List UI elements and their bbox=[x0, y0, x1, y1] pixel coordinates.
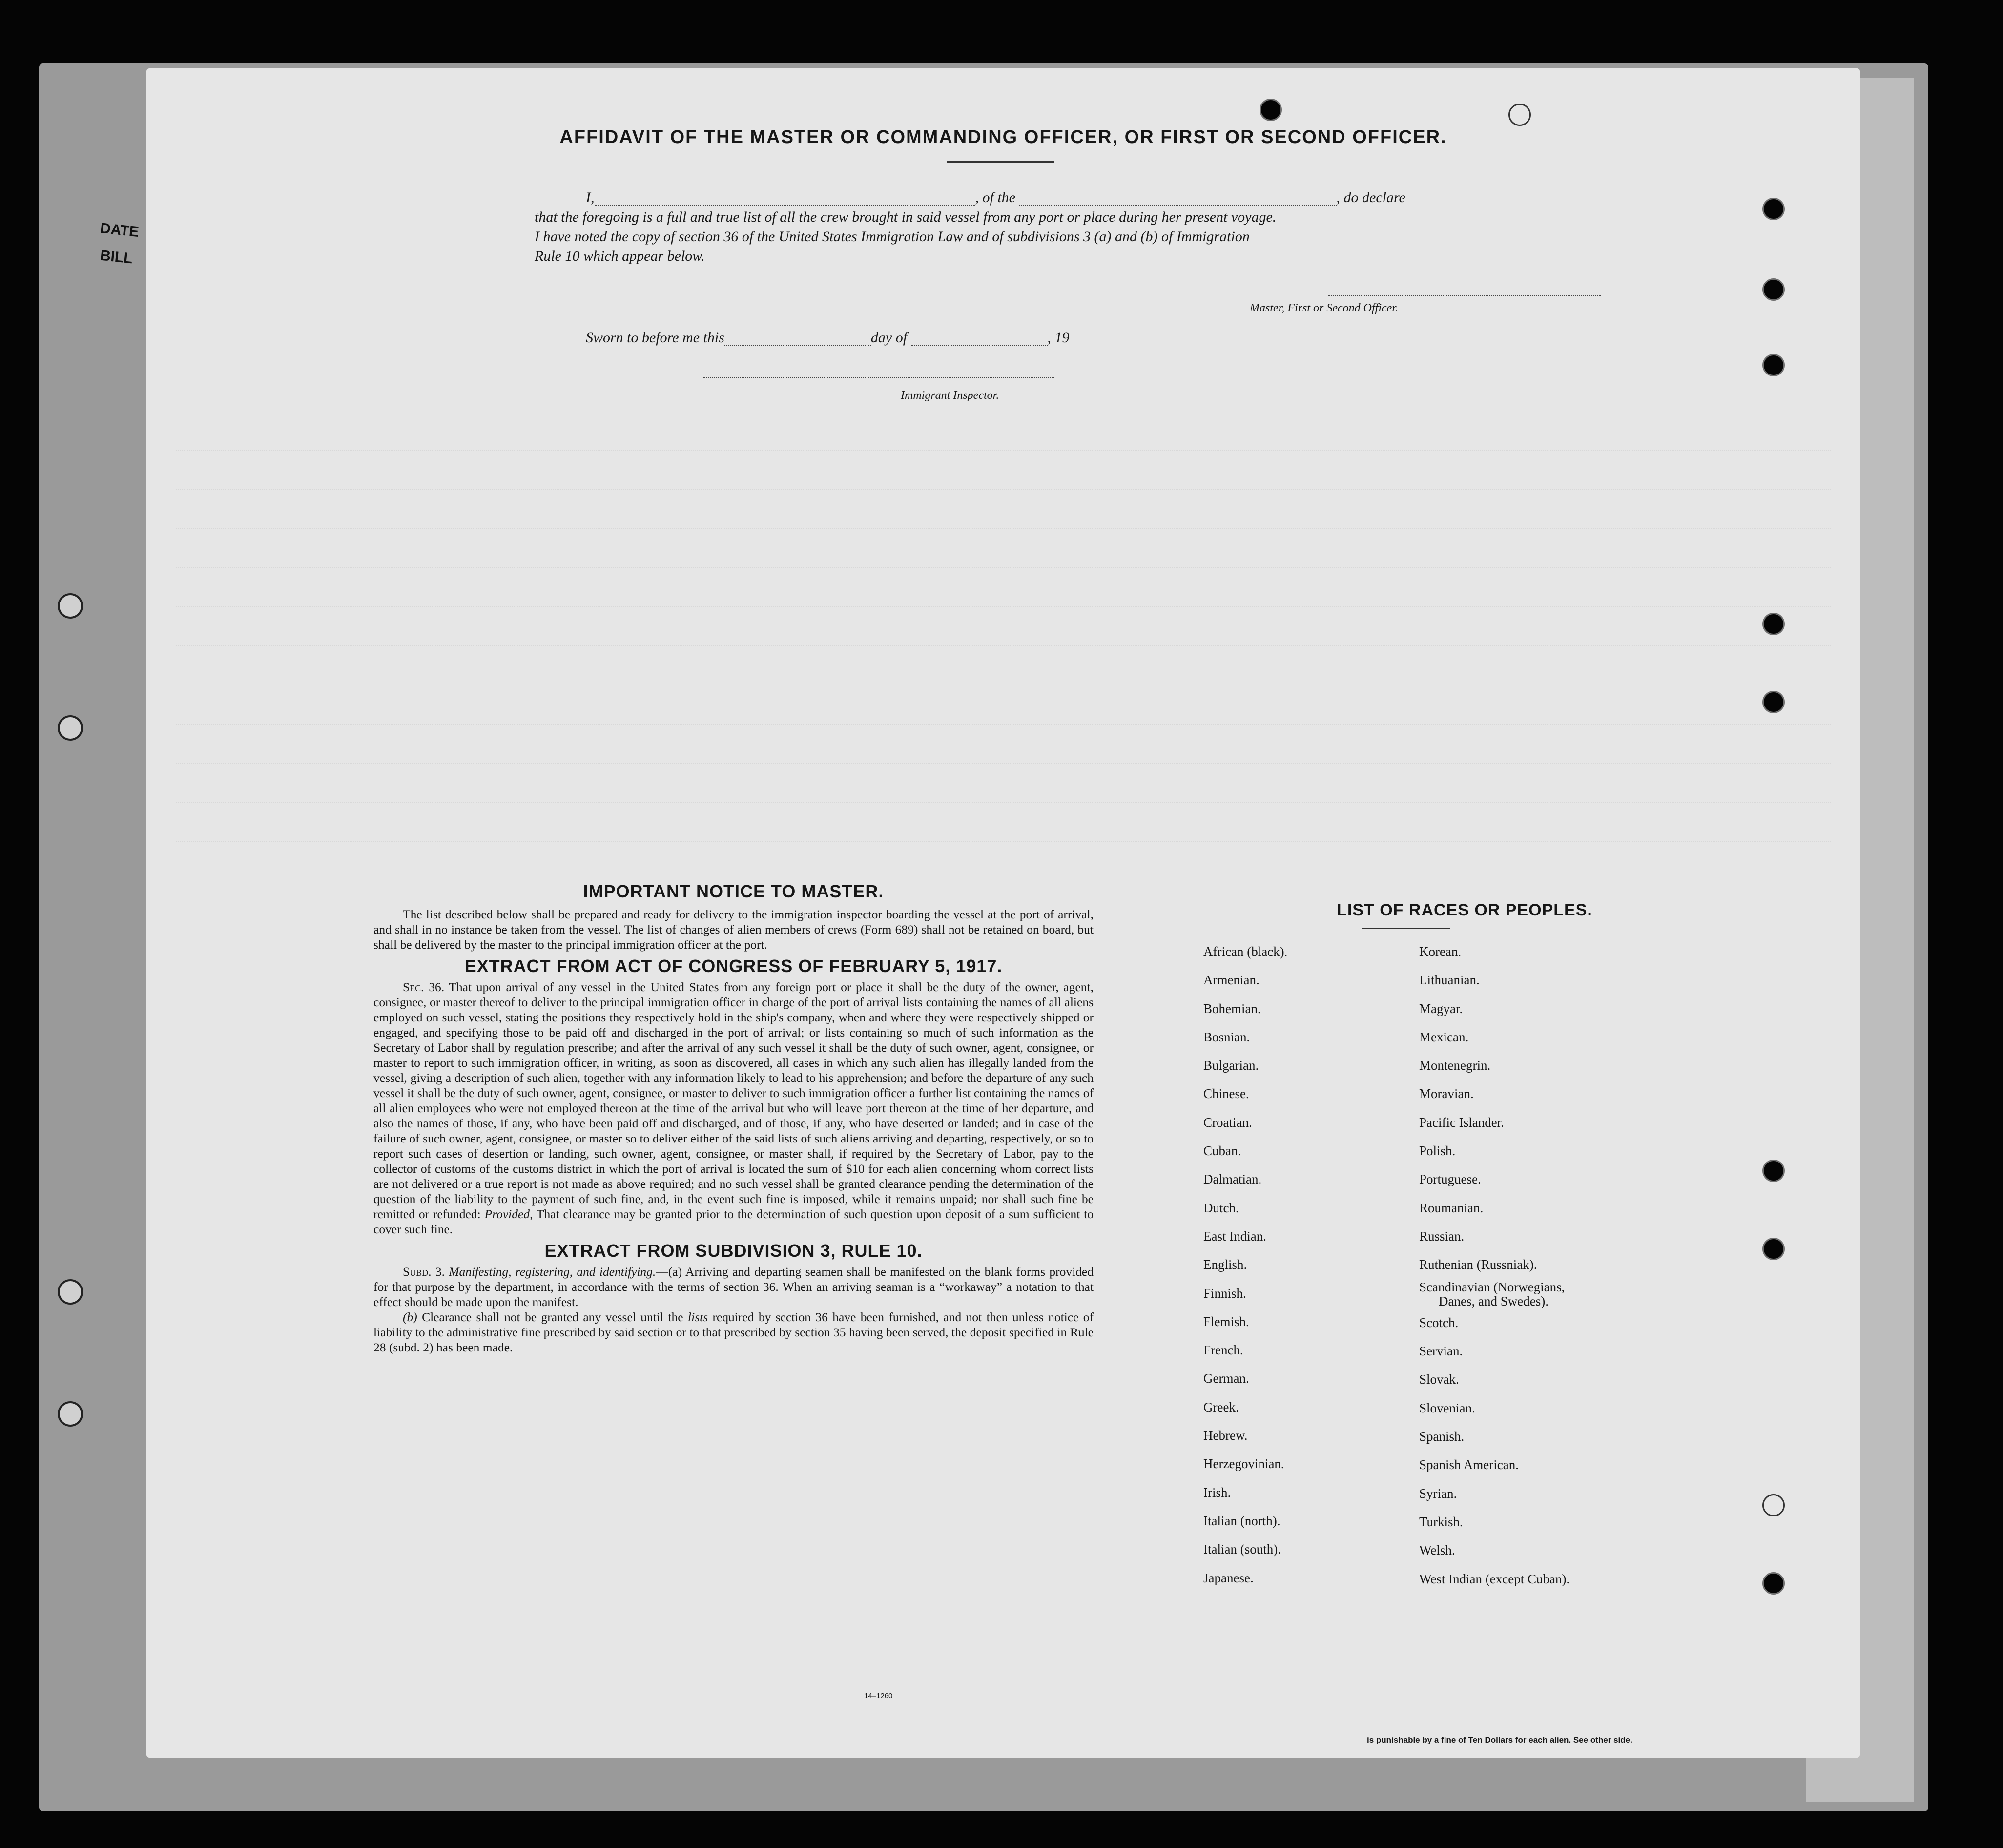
sec-text-a: That upon arrival of any vessel in the United States from any foreign port or place it shall be the duty of the owner, agent, consignee, or master thereof to deliver to the principal immigration officer in charge of the port of arrival lists containing the names of all aliens employed on such vessel, stating the positions they respectively hold in the ship's company, when and where they were respectively shipped or engaged, and specifying those to be paid off and discharged in the port of arrival; or lists containing so much of such information as the Secretary of Labor shall by regulation prescribe; and after the arrival of any such vessel it shall be the duty of such owner, agent, consignee, or master to report to such immigration officer, in writing, as soon as discovered, all cases in which any such alien has illegally landed from the vessel, giving a description of such alien, together with any information likely to lead to his apprehension; and before the departure of any such vessel it shall be the duty of such owner, agent, consignee, or master to deliver to such immigration officer a further list containing the names of all alien employees who were not employed thereon at the time of the arrival but who will leave port thereon at the time of her departure, and also the names of those, if any, who have been paid off and discharged, and of those, if any, who have deserted or landed; and in case of the failure of such owner, agent, consignee, or master so to deliver either of the said lists of such aliens arriving and departing, respectively, or so to report such cases of desertion or landing, such owner, agent, consignee, or master shall, if required by the Secretary of Labor, pay to the collector of customs of the customs district in which the port of arrival is located the sum of $10 for each alien concerning whom correct lists are not delivered or a true report is not made as above required; and no such vessel shall be granted clearance pending the determination of the question of the liability to the payment of such fine, and, in the event such fine is imposed, while it remains unpaid; nor shall such fine be remitted or refunded: bbox=[373, 980, 1094, 1221]
binder-hole bbox=[58, 1279, 83, 1305]
scand-line-1: Scandinavian (Norwegians, bbox=[1419, 1279, 1565, 1294]
name-blank[interactable] bbox=[595, 192, 975, 206]
race-item: Magyar. bbox=[1419, 1001, 1463, 1016]
subd-b-text bbox=[373, 1309, 1094, 1355]
document-page bbox=[146, 68, 1860, 1758]
race-item: Welsh. bbox=[1419, 1543, 1455, 1558]
punch-hole bbox=[1762, 1160, 1785, 1182]
affidavit-line-1 bbox=[586, 189, 1405, 206]
lists-word: lists bbox=[687, 1310, 708, 1324]
form-number: 14–1260 bbox=[864, 1692, 893, 1700]
subd-text-b2: required by section 36 have been furnished, and not then unless notice of liability to the administrative fine prescribed by said section or to that prescribed by section 35 having been served, the deposit specified in Rule 28 (subd. 2) has been made. bbox=[373, 1310, 1094, 1354]
subd-text-a: —(a) Arriving and departing seamen shall be manifested on the blank forms provided for that purpose by the department, in accordance with the terms of section 36. When an arriving seaman is a “workaway” a notation to that effect should be made upon the manifest. bbox=[373, 1265, 1094, 1309]
race-item: Korean. bbox=[1419, 944, 1462, 959]
section-36-text bbox=[373, 979, 1094, 1237]
race-item: Italian (north). bbox=[1203, 1513, 1280, 1528]
race-item: Montenegrin. bbox=[1419, 1058, 1491, 1073]
races-column-1 bbox=[1203, 937, 1287, 1592]
race-item: Armenian. bbox=[1203, 973, 1260, 988]
provided-word: Provided, bbox=[484, 1207, 533, 1221]
race-item: Bohemian. bbox=[1203, 1001, 1261, 1016]
vessel-blank[interactable] bbox=[1019, 192, 1337, 206]
sworn-c: , 19 bbox=[1047, 330, 1070, 346]
sworn-day-blank[interactable] bbox=[724, 332, 871, 346]
notice-title: IMPORTANT NOTICE TO MASTER. bbox=[583, 881, 884, 901]
affidavit-title: AFFIDAVIT OF THE MASTER OR COMMANDING OFFICER, OR FIRST OR SECOND OFFICER. bbox=[559, 127, 1447, 147]
race-item: French. bbox=[1203, 1343, 1243, 1358]
subd-label: Subd. 3. bbox=[403, 1265, 445, 1279]
affidavit-line-2: that the foregoing is a full and true list of all the crew brought in said vessel from any port or place during her present voyage. bbox=[535, 209, 1277, 225]
edge-label-bill: BILL bbox=[99, 247, 134, 267]
binder-hole bbox=[58, 1401, 83, 1427]
footer-note: is punishable by a fine of Ten Dollars for each alien. See other side. bbox=[1367, 1735, 1632, 1744]
punch-hole bbox=[1762, 691, 1785, 713]
race-item: Moravian. bbox=[1419, 1086, 1474, 1101]
inspector-caption: Immigrant Inspector. bbox=[901, 389, 999, 402]
punch-hole bbox=[1762, 198, 1785, 220]
punch-hole bbox=[1762, 613, 1785, 635]
races-column-2 bbox=[1419, 937, 1569, 1593]
races-rule bbox=[1362, 928, 1450, 929]
affidavit-line-1-a: I, bbox=[586, 189, 595, 206]
race-item: Italian (south). bbox=[1203, 1542, 1281, 1557]
affidavit-line-4: Rule 10 which appear below. bbox=[535, 248, 705, 264]
race-item: African (black). bbox=[1203, 944, 1288, 959]
sec-text-b: That clearance may be granted prior to the determination of such question upon deposit of a sum sufficient to cover such fine. bbox=[373, 1207, 1094, 1236]
sworn-line bbox=[586, 330, 1070, 346]
race-item: Hebrew. bbox=[1203, 1428, 1248, 1443]
race-item: Cuban. bbox=[1203, 1143, 1241, 1159]
race-item: Greek. bbox=[1203, 1399, 1239, 1414]
race-item: Ruthenian (Russniak). bbox=[1419, 1257, 1537, 1272]
race-item: Portuguese. bbox=[1419, 1172, 1481, 1187]
race-item: Roumanian. bbox=[1419, 1200, 1484, 1215]
master-caption: Master, First or Second Officer. bbox=[1250, 302, 1398, 314]
inspector-signature-line[interactable] bbox=[703, 377, 1054, 378]
race-item: English. bbox=[1203, 1257, 1247, 1272]
subd-3-text bbox=[373, 1264, 1094, 1309]
race-item: Dutch. bbox=[1203, 1200, 1239, 1215]
race-item: Turkish. bbox=[1419, 1514, 1463, 1529]
race-item: Lithuanian. bbox=[1419, 973, 1480, 988]
b-label: (b) bbox=[403, 1310, 417, 1324]
extract-rule-title: EXTRACT FROM SUBDIVISION 3, RULE 10. bbox=[544, 1241, 923, 1261]
title-rule bbox=[947, 161, 1054, 163]
race-item: Slovenian. bbox=[1419, 1400, 1475, 1415]
race-item: Flemish. bbox=[1203, 1314, 1249, 1329]
race-item: Herzegovinian. bbox=[1203, 1456, 1284, 1472]
race-item: Polish. bbox=[1419, 1143, 1456, 1159]
race-item: Bulgarian. bbox=[1203, 1058, 1259, 1073]
race-item: Spanish American. bbox=[1419, 1457, 1519, 1473]
edge-label-date: DATE bbox=[99, 220, 140, 241]
races-title: LIST OF RACES OR PEOPLES. bbox=[1337, 901, 1592, 919]
subd-text-b1: Clearance shall not be granted any vessel until the bbox=[422, 1310, 683, 1324]
race-item: Syrian. bbox=[1419, 1486, 1457, 1501]
notice-section bbox=[373, 881, 1094, 1355]
race-item: Pacific Islander. bbox=[1419, 1115, 1504, 1130]
affidavit-line-3: I have noted the copy of section 36 of the United States Immigration Law and of subdivisions 3 (a) and (b) of Immigration bbox=[535, 228, 1250, 245]
race-item: Finnish. bbox=[1203, 1286, 1246, 1301]
master-signature-line[interactable] bbox=[1328, 295, 1601, 296]
punch-hole bbox=[1260, 99, 1282, 121]
race-item: Slovak. bbox=[1419, 1372, 1459, 1387]
sec-label: Sec. 36. bbox=[403, 980, 445, 994]
race-item: Servian. bbox=[1419, 1344, 1463, 1359]
race-item: Russian. bbox=[1419, 1228, 1465, 1244]
extract-act-title: EXTRACT FROM ACT OF CONGRESS OF FEBRUARY 5, 1917. bbox=[464, 956, 1003, 976]
race-item: Dalmatian. bbox=[1203, 1172, 1262, 1187]
race-item: East Indian. bbox=[1203, 1228, 1266, 1244]
race-item: Bosnian. bbox=[1203, 1029, 1250, 1044]
sworn-b: day of bbox=[870, 330, 908, 346]
punch-hole bbox=[1762, 354, 1785, 376]
sworn-month-blank[interactable] bbox=[911, 332, 1048, 346]
affidavit-line-1-b: , of the bbox=[975, 189, 1015, 206]
sworn-a: Sworn to before me this bbox=[586, 330, 724, 346]
notice-text: The list described below shall be prepared and ready for delivery to the immigration inspector boarding the vessel at the port of arrival, and shall in no instance be taken from the vessel. The list of changes of alien members of crews (Form 689) shall not be retained on board, but shall be delivered by the master to the principal immigration officer at the port. bbox=[373, 907, 1094, 952]
race-item: Spanish. bbox=[1419, 1429, 1465, 1444]
binder-hole bbox=[58, 593, 83, 619]
binder-hole bbox=[58, 715, 83, 741]
race-item: West Indian (except Cuban). bbox=[1419, 1571, 1570, 1586]
race-item: Croatian. bbox=[1203, 1115, 1252, 1130]
race-item: Mexican. bbox=[1419, 1029, 1469, 1044]
punch-hole bbox=[1508, 104, 1531, 126]
race-item: Japanese. bbox=[1203, 1570, 1254, 1585]
punch-hole bbox=[1762, 1494, 1785, 1516]
subd-heading: Manifesting, registering, and identifying. bbox=[449, 1265, 656, 1279]
race-item: Irish. bbox=[1203, 1485, 1231, 1500]
punch-hole bbox=[1762, 1572, 1785, 1595]
race-item-scandinavian bbox=[1419, 1279, 1569, 1308]
race-item: Chinese. bbox=[1203, 1086, 1249, 1101]
punch-hole bbox=[1762, 1238, 1785, 1260]
race-item: Scotch. bbox=[1419, 1315, 1459, 1330]
punch-hole bbox=[1762, 278, 1785, 301]
affidavit-line-1-c: , do declare bbox=[1336, 189, 1405, 206]
scand-line-2: Danes, and Swedes). bbox=[1439, 1293, 1549, 1308]
race-item: German. bbox=[1203, 1371, 1249, 1386]
